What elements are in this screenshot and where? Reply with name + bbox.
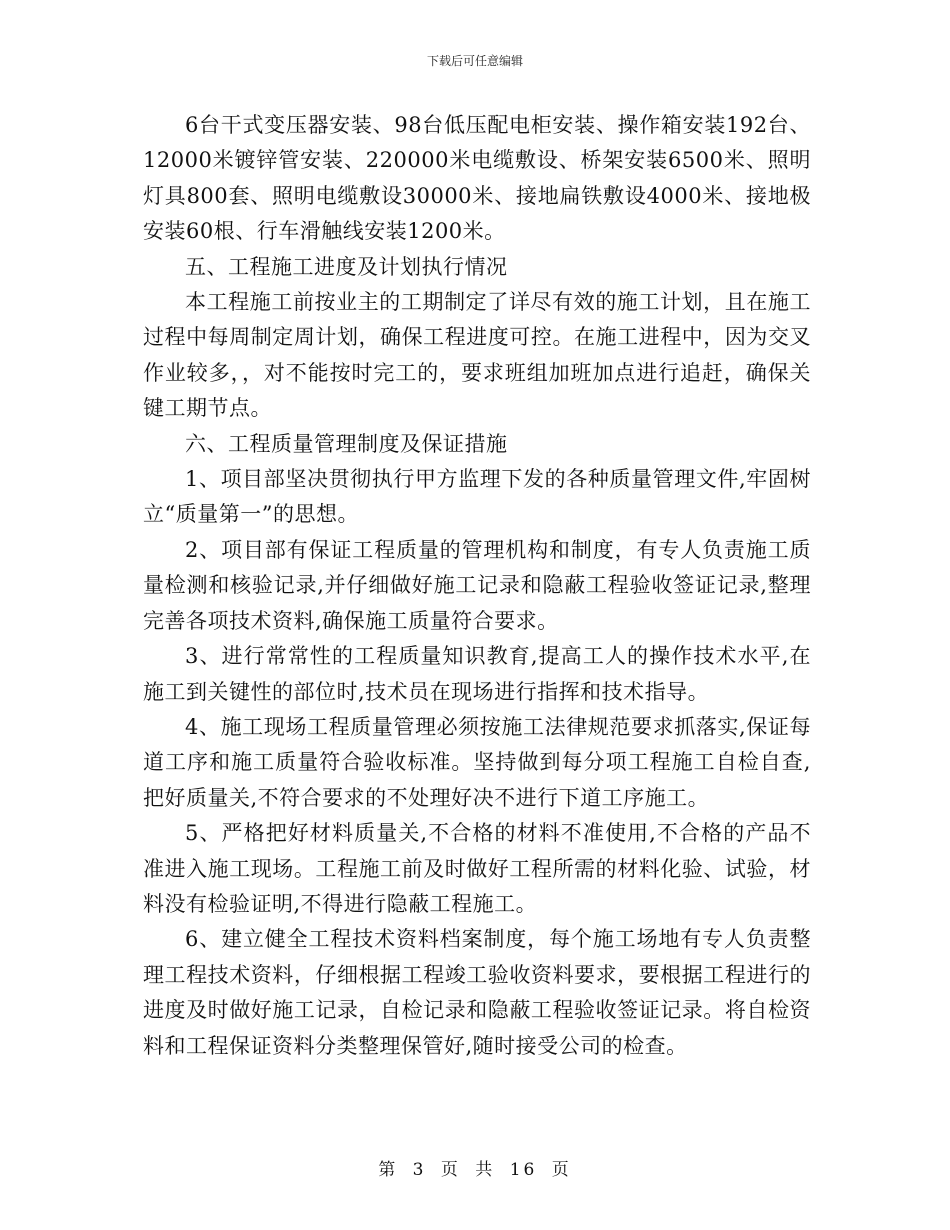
footer-total-label: 共 — [475, 1160, 496, 1180]
document-body — [143, 108, 811, 1064]
section-heading-6: 六、工程质量管理制度及保证措施 — [185, 431, 508, 456]
list-item-4: 4、施工现场工程质量管理必须按施工法律规范要求抓落实,保证每道工序和施工质量符合验收标准。坚持做到每分项工程施工自检自查,把好质量关,不符合要求的不处理好决不进行下道工序施工。 — [143, 714, 811, 810]
page-number-footer — [0, 1155, 950, 1180]
footer-prefix: 第 — [378, 1160, 399, 1180]
list-item-5: 5、严格把好材料质量关,不合格的材料不准使用,不合格的产品不准进入施工现场。工程施工前及时做好工程所需的材料化验、试验，材料没有检验证明,不得进行隐蔽工程施工。 — [143, 821, 811, 916]
footer-suffix: 页 — [551, 1160, 572, 1180]
list-item-1: 1、项目部坚决贯彻执行甲方监理下发的各种质量管理文件,牢固树立“质量第一”的思想。 — [143, 467, 811, 527]
page-header-note: 下载后可任意编辑 — [426, 54, 523, 68]
list-item-6: 6、建立健全工程技术资料档案制度，每个施工场地有专人负责整理工程技术资料，仔细根据工程竣工验收资料要求，要根据工程进行的进度及时做好施工记录，自检记录和隐蔽工程验收签证记录。将自检资料和工程保证资料分类整理保管好,随时接受公司的检查。 — [143, 927, 811, 1058]
list-item-3: 3、进行常常性的工程质量知识教育,提高工人的操作技术水平,在施工到关键性的部位时,技术员在现场进行指挥和技术指导。 — [143, 644, 811, 704]
section-heading-5: 五、工程施工进度及计划执行情况 — [185, 254, 508, 279]
footer-current-page: 3 — [412, 1160, 427, 1180]
paragraph-equipment-list: 6台干式变压器安装、98台低压配电柜安装、操作箱安装192台、12000米镀锌管安装、220000米电缆敷设、桥架安装6500米、照明灯具800套、照明电缆敷设30000米、接地扁铁敷设4000米、接地极安装60根、行车滑触线安装1200米。 — [143, 113, 811, 244]
footer-page-word: 页 — [440, 1160, 461, 1180]
paragraph-section-5: 本工程施工前按业主的工期制定了详尽有效的施工计划，且在施工过程中每周制定周计划，确保工程进度可控。在施工进程中，因为交叉作业较多，，对不能按时完工的，要求班组加班加点进行追赶，确保关键工期节点。 — [143, 290, 811, 421]
list-item-2: 2、项目部有保证工程质量的管理机构和制度，有专人负责施工质量检测和核验记录,并仔细做好施工记录和隐蔽工程验收签证记录,整理完善各项技术资料,确保施工质量符合要求。 — [143, 537, 811, 633]
footer-total-pages: 16 — [509, 1160, 538, 1180]
